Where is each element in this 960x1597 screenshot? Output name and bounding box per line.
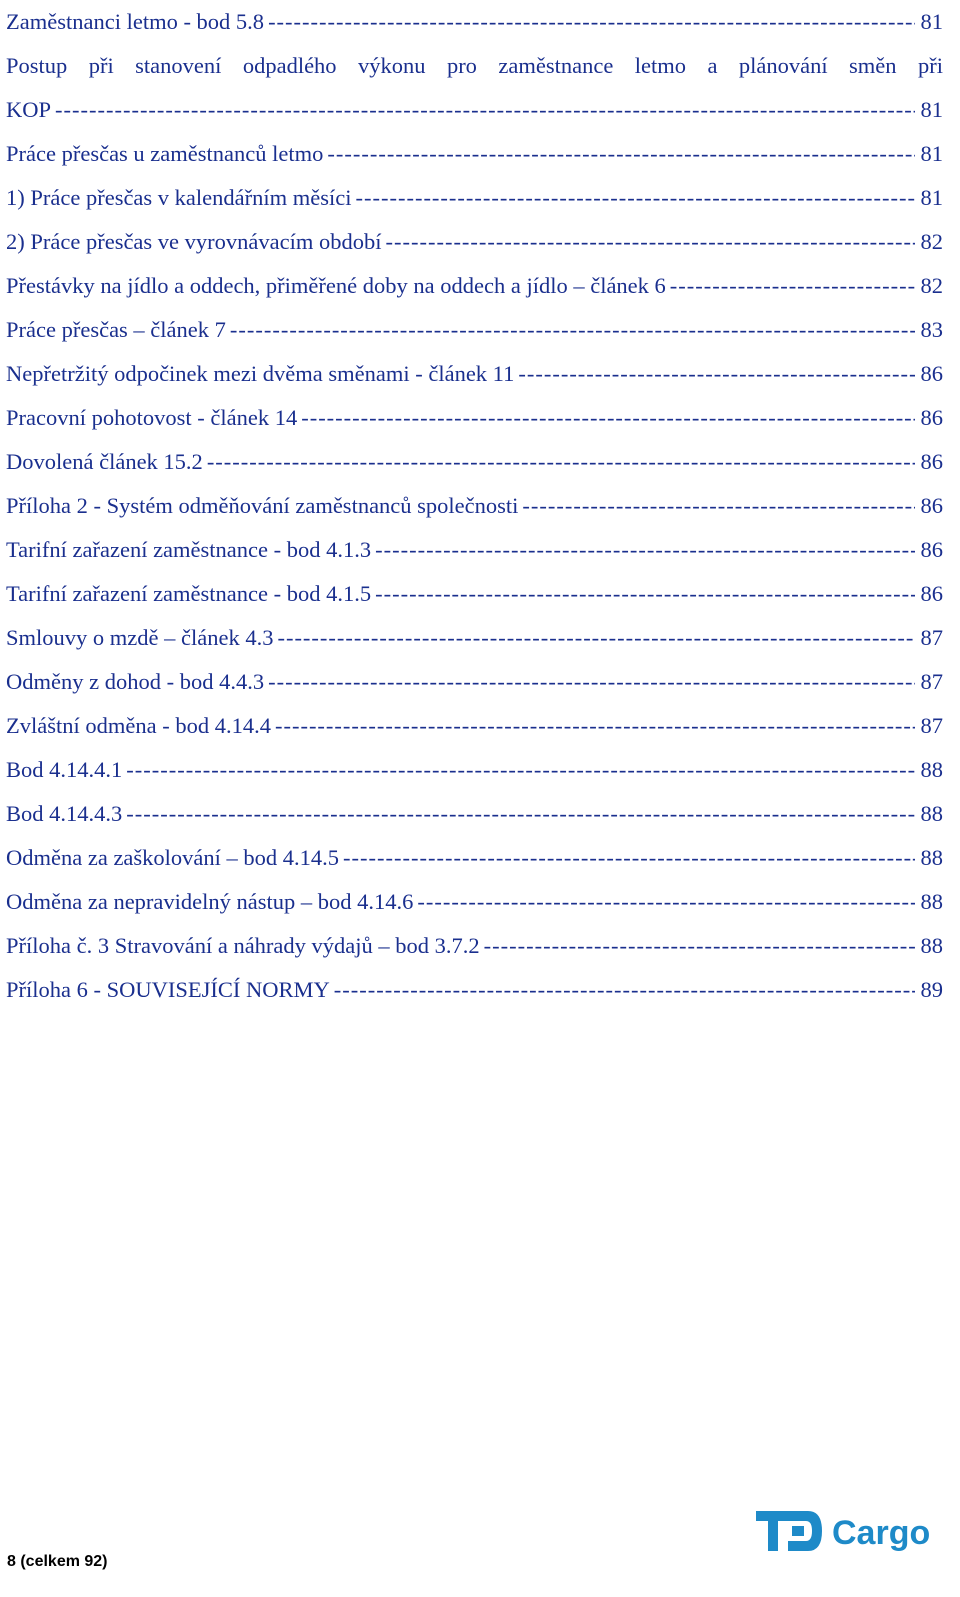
toc-entry[interactable] bbox=[0, 528, 960, 572]
toc-entry-page: 87 bbox=[920, 625, 943, 650]
heading-word: plánování bbox=[738, 53, 828, 78]
heading-word: výkonu bbox=[358, 53, 426, 78]
heading-word: odpadlého bbox=[242, 53, 337, 78]
toc-entry[interactable] bbox=[0, 396, 960, 440]
toc-entry[interactable] bbox=[0, 968, 960, 1012]
toc-entry[interactable] bbox=[0, 792, 960, 836]
toc-entry-page: 88 bbox=[920, 933, 943, 958]
heading-word: směn bbox=[849, 53, 897, 78]
toc-entry-title: Zaměstnanci letmo - bod 5.8 bbox=[6, 9, 265, 34]
toc-leader bbox=[343, 836, 914, 880]
toc-entry[interactable] bbox=[0, 220, 960, 264]
toc-leader bbox=[375, 572, 914, 616]
toc-entry-title: KOP bbox=[6, 97, 52, 122]
toc-entry-page: 81 bbox=[920, 9, 943, 34]
toc-entry[interactable] bbox=[0, 880, 960, 924]
toc-entry-page: 86 bbox=[920, 449, 943, 474]
toc-entry-page: 81 bbox=[920, 97, 943, 122]
toc-entry-title: Práce přesčas u zaměstnanců letmo bbox=[6, 141, 324, 166]
toc-entry-title: 1) Práce přesčas v kalendářním měsíci bbox=[6, 185, 352, 210]
toc-entry-title: Dovolená článek 15.2 bbox=[6, 449, 203, 474]
logo-text: Cargo bbox=[832, 1514, 931, 1552]
toc-entry[interactable] bbox=[0, 660, 960, 704]
toc-entry[interactable] bbox=[0, 616, 960, 660]
toc-entry-title: Příloha č. 3 Stravování a náhrady výdajů – bod 3.7.2 bbox=[6, 933, 480, 958]
toc-entry[interactable] bbox=[0, 748, 960, 792]
toc-entry-page: 83 bbox=[920, 317, 943, 342]
toc-leader bbox=[386, 220, 915, 264]
heading-word: a bbox=[707, 53, 718, 78]
toc-entry[interactable] bbox=[0, 176, 960, 220]
toc-entry-page: 88 bbox=[920, 757, 943, 782]
cd-cargo-logo-mark bbox=[756, 1511, 822, 1551]
heading-word: pro bbox=[446, 53, 477, 78]
toc-leader bbox=[277, 616, 914, 660]
toc-entry-title: Tarifní zařazení zaměstnance - bod 4.1.3 bbox=[6, 537, 372, 562]
toc-entry-page: 82 bbox=[920, 229, 943, 254]
toc-entry-page: 86 bbox=[920, 537, 943, 562]
toc-entry-title: Nepřetržitý odpočinek mezi dvěma směnami - článek 11 bbox=[6, 361, 515, 386]
toc-leader bbox=[126, 748, 914, 792]
heading-word: při bbox=[88, 53, 114, 78]
toc-entry[interactable] bbox=[0, 440, 960, 484]
toc-entry-title: Zvláštní odměna - bod 4.14.4 bbox=[6, 713, 271, 738]
toc-entry[interactable] bbox=[0, 0, 960, 44]
toc-entry-page: 88 bbox=[920, 845, 943, 870]
toc-entry[interactable] bbox=[0, 308, 960, 352]
toc-entry-page: 82 bbox=[920, 273, 943, 298]
heading-word: Postup bbox=[6, 53, 68, 78]
toc-entry-page: 87 bbox=[920, 669, 943, 694]
toc-leader bbox=[356, 176, 915, 220]
page-number: 8 (celkem 92) bbox=[7, 1553, 108, 1570]
toc-entry[interactable] bbox=[0, 704, 960, 748]
toc-entry[interactable] bbox=[0, 352, 960, 396]
heading-word: letmo bbox=[634, 53, 686, 78]
toc-leader bbox=[207, 440, 915, 484]
toc-leader bbox=[334, 968, 915, 1012]
toc-entry-title: Odměny z dohod - bod 4.4.3 bbox=[6, 669, 265, 694]
toc-entry-page: 86 bbox=[920, 581, 943, 606]
toc-leader bbox=[670, 264, 915, 308]
toc-entry[interactable] bbox=[0, 264, 960, 308]
toc-entry-wrapped-heading[interactable] bbox=[0, 44, 960, 88]
toc-entry-title: Příloha 6 - SOUVISEJÍCÍ NORMY bbox=[6, 977, 330, 1002]
toc-entry-page: 86 bbox=[920, 493, 943, 518]
toc-entry-title: Pracovní pohotovost - článek 14 bbox=[6, 405, 298, 430]
toc-leader bbox=[301, 396, 914, 440]
toc-entry-page: 89 bbox=[920, 977, 943, 1002]
toc-entry-title: Odměna za nepravidelný nástup – bod 4.14.6 bbox=[6, 889, 414, 914]
toc-entry-page: 88 bbox=[920, 801, 943, 826]
toc-leader bbox=[484, 924, 915, 968]
heading-word: při bbox=[917, 53, 943, 78]
toc-leader bbox=[268, 660, 914, 704]
toc-entry-title: Bod 4.14.4.3 bbox=[6, 801, 123, 826]
toc-entry-page: 86 bbox=[920, 361, 943, 386]
toc-entry-title: Tarifní zařazení zaměstnance - bod 4.1.5 bbox=[6, 581, 372, 606]
toc-leader bbox=[327, 132, 914, 176]
toc-leader bbox=[375, 528, 914, 572]
toc-entry[interactable] bbox=[0, 572, 960, 616]
cargo-logo bbox=[756, 1507, 942, 1557]
toc-leader bbox=[518, 352, 914, 396]
toc-entry[interactable] bbox=[0, 132, 960, 176]
toc-leader bbox=[417, 880, 914, 924]
toc-entry-page: 87 bbox=[920, 713, 943, 738]
toc-entry[interactable] bbox=[0, 836, 960, 880]
toc-entry-page: 81 bbox=[920, 141, 943, 166]
toc-entry-title: Přestávky na jídlo a oddech, přiměřené doby na oddech a jídlo – článek 6 bbox=[6, 273, 666, 298]
toc-entry-page: 88 bbox=[920, 889, 943, 914]
toc-entry-title: Odměna za zaškolování – bod 4.14.5 bbox=[6, 845, 340, 870]
toc-entry-page: 86 bbox=[920, 405, 943, 430]
heading-word: zaměstnance bbox=[498, 53, 614, 78]
toc-leader bbox=[230, 308, 915, 352]
toc-entry-title: Bod 4.14.4.1 bbox=[6, 757, 123, 782]
toc-leader bbox=[126, 792, 914, 836]
toc-leader bbox=[55, 88, 914, 132]
toc-entry-title: Práce přesčas – článek 7 bbox=[6, 317, 226, 342]
toc-entry-title: Příloha 2 - Systém odměňování zaměstnanců společnosti bbox=[6, 493, 519, 518]
heading-word: stanovení bbox=[135, 53, 222, 78]
toc-entry[interactable] bbox=[0, 88, 960, 132]
toc-entry-title: 2) Práce přesčas ve vyrovnávacím období bbox=[6, 229, 382, 254]
toc-leader bbox=[522, 484, 914, 528]
toc-leader bbox=[268, 0, 914, 44]
toc-entry-page: 81 bbox=[920, 185, 943, 210]
toc-entry[interactable] bbox=[0, 484, 960, 528]
toc-leader bbox=[275, 704, 915, 748]
toc-entry-title: Smlouvy o mzdě – článek 4.3 bbox=[6, 625, 274, 650]
toc-entry[interactable] bbox=[0, 924, 960, 968]
